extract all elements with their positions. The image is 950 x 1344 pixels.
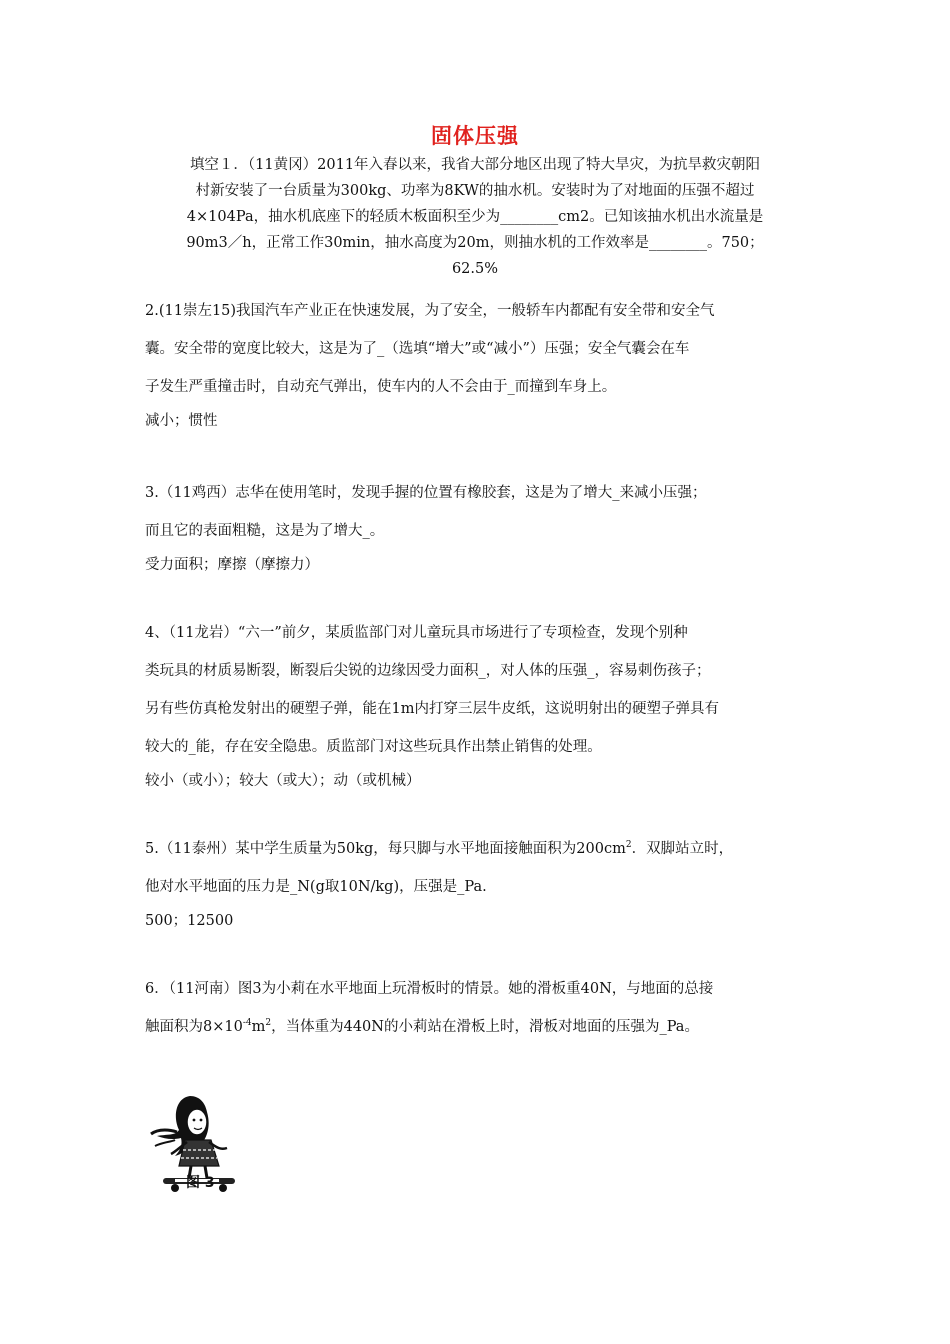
question-line: 而且它的表面粗糙，这是为了增大_。 — [145, 523, 385, 539]
question-line: 较大的_能，存在安全隐患。质监部门对这些玩具作出禁止销售的处理。 — [145, 739, 602, 755]
text-run: ．双脚站立时， — [631, 841, 734, 857]
question-6 — [145, 970, 810, 1046]
question-4 — [145, 614, 810, 800]
question-line: 4×104Pa，抽水机底座下的轻质木板面积至少为________cm2。已知该抽水机出水流量是 — [186, 209, 764, 225]
answer-line: 受力面积；摩擦（摩擦力） — [145, 557, 319, 573]
answer-line: 减小；惯性 — [145, 413, 218, 429]
question-5 — [145, 830, 810, 940]
question-line: 2.(11崇左15)我国汽车产业正在快速发展，为了安全，一般轿车内都配有安全带和安全气 — [145, 303, 715, 319]
question-line: 填空１．（11黄冈）2011年入春以来，我省大部分地区出现了特大旱灾，为抗旱救灾朝阳 — [189, 157, 761, 173]
question-line: 90m3／h，正常工作30min，抽水高度为20m，则抽水机的工作效率是________。750； — [186, 235, 764, 251]
question-line: 囊。安全带的宽度比较大，这是为了_（选填“增大”或“减小”）压强；安全气囊会在车 — [145, 341, 690, 357]
question-line: 他对水平地面的压力是_N(g取10N/kg)，压强是_Pa. — [145, 879, 487, 895]
text-run: ，当体重为440N的小莉站在滑板上时，滑板对地面的压强为_Pa。 — [271, 1019, 699, 1035]
question-1 — [145, 152, 805, 282]
question-line: 另有些仿真枪发射出的硬塑子弹，能在1m内打穿三层牛皮纸，这说明射出的硬塑子弹具有 — [145, 701, 719, 717]
figure-caption: 图 3 — [186, 1175, 215, 1191]
text-run: m — [251, 1019, 266, 1035]
superscript: 2 — [265, 1018, 272, 1028]
question-line: 类玩具的材质易断裂，断裂后尖锐的边缘因受力面积_，对人体的压强_，容易刺伤孩子； — [145, 663, 711, 679]
text-run: 5.（11泰州）某中学生质量为50kg，每只脚与水平地面接触面积为200cm — [145, 841, 626, 857]
question-line — [145, 1008, 810, 1046]
question-line: 4、（11龙岩）“六一”前夕，某质监部门对儿童玩具市场进行了专项检查，发现个别种 — [145, 625, 688, 641]
answer-line: 62.5% — [451, 261, 499, 277]
question-2 — [145, 292, 810, 440]
page-title: 固体压强 — [431, 124, 519, 148]
answer-line: 较小（或小）；较大（或大）；动（或机械） — [145, 773, 421, 789]
question-line: 子发生严重撞击时，自动充气弹出，使车内的人不会由于_而撞到车身上。 — [145, 379, 617, 395]
superscript: 2 — [625, 840, 632, 850]
question-line — [145, 830, 810, 868]
text-run: 触面积为8×10 — [145, 1019, 243, 1035]
question-line: 6．（11河南）图3为小莉在水平地面上玩滑板时的情景。她的滑板重40N，与地面的总接 — [145, 981, 714, 997]
question-line: 村新安装了一台质量为300kg、功率为8KW的抽水机。安装时为了对地面的压强不超过 — [195, 183, 755, 199]
question-3 — [145, 474, 810, 584]
superscript: -4 — [242, 1018, 252, 1028]
question-line: 3.（11鸡西）志华在使用笔时，发现手握的位置有橡胶套，这是为了增大_来减小压强； — [145, 485, 707, 501]
answer-line: 500；12500 — [145, 913, 234, 929]
